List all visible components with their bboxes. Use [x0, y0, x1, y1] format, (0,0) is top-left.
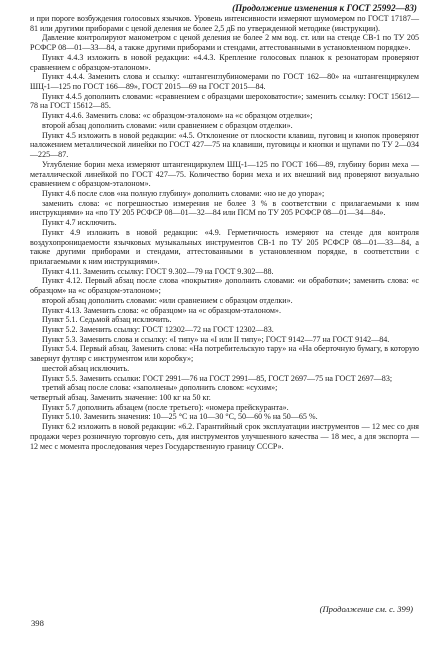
paragraph: второй абзац дополнить словами: «или сравнением с образцом отделки». — [42, 120, 293, 130]
paragraph: Пункт 5.4. Первый абзац. Заменить слова: «На потребительскую тару» на «На оберточную бумагу, в которую завернут футляр с инструментом или коробку»; — [30, 344, 419, 364]
paragraph: Пункт 4.7 исключить. — [42, 218, 117, 228]
paragraph: Пункт 4.4.5 дополнить словами: «сравнением с образцами шероховатости»; заменить ссылку: ГОСТ 15612—78 на ГОСТ 15612—85. — [30, 91, 419, 111]
running-header: (Продолжение изменения к ГОСТ 25992—83) — [232, 3, 417, 13]
paragraph: Пункт 5.7 дополнить абзацем (после третьего): «номера прейскуранта». — [42, 402, 289, 412]
paragraph: третий абзац после слова: «заполнены» дополнить словом: «сухим»; — [42, 383, 278, 393]
paragraph: Пункт 4.6 после слов «на полную глубину» дополнить словами: «но не до упора»; — [42, 188, 325, 198]
paragraph: шестой абзац исключить. — [42, 363, 130, 373]
paragraph: второй абзац дополнить словами: «или сравнением с образцом отделки». — [42, 295, 293, 305]
paragraph: Пункт 4.5 изложить в новой редакции: «4.5. Отклонение от плоскости клавиш, пуговиц и кнопок проверяют наложением металлической линейки по ГОСТ 427—75 на клавиши, пуговицы и кнопки и щупами по ТУ 2—034—225—87. — [30, 130, 419, 160]
paragraph: Пункт 5.5. Заменить ссылки: ГОСТ 2991—76 на ГОСТ 2991—85, ГОСТ 2697—75 на ГОСТ 2697—83; — [42, 373, 393, 383]
paragraph: Пункт 5.3. Заменить слова и ссылку: «I типу» на «I или II типу»; ГОСТ 9142—77 на ГОСТ 9142—84. — [42, 334, 390, 344]
paragraph: четвертый абзац. Заменить значение: 100 кг на 50 кг. — [30, 393, 211, 403]
paragraph: Давление контролируют манометром с ценой деления не более 2 мм вод. ст. или на стенде СВ-1 по ТУ 205 РСФСР 08—01—33—84, а также другими приборами и стендами, аттестованными в установленном порядке». — [30, 33, 419, 53]
paragraph: Пункт 5.1. Седьмой абзац исключить. — [42, 315, 172, 325]
paragraph: Пункт 4.4.6. Заменить слова: «с образцом-эталоном» на «с образцом отделки»; — [42, 111, 313, 121]
paragraph: Пункт 4.13. Заменить слова: «с образцом» на «с образцом-эталоном». — [42, 305, 281, 315]
paragraph: Пункт 4.4.4. Заменить слова и ссылку: «штангенглубиномерами по ГОСТ 162—80» на «штангенциркулем ШЦ-1—125 по ГОСТ 166—89», ГОСТ 2015—69 на ГОСТ 2015—84. — [30, 72, 419, 92]
paragraph: Пункт 4.4.3 изложить в новой редакции: «4.4.3. Крепление голосовых планок к резонаторам проверяют сравнением с образцом-эталоном». — [30, 52, 419, 72]
paragraph: Пункт 6.2 изложить в новой редакции: «6.2. Гарантийный срок эксплуатации инструментов — 12 мес со дня продажи через розничную торговую сеть, для инструментов улучшенного качества — 18 мес, а для экспорта — 12 мес с момента проследования через Государственную границу СССР». — [30, 422, 419, 451]
paragraph: и при пороге возбуждения голосовых язычков. Уровень интенсивности измеряют шумомером по ГОСТ 17187—81 или другими приборами с ценой деления не более 2,5 дБ по утвержденной методике (инструкции). — [30, 14, 419, 33]
paragraph: Пункт 5.10. Заменить значения: 10—25 °С на 10—30 °С, 50—60 % на 50—65 %. — [42, 412, 318, 422]
paragraph: заменить слова: «с погрешностью измерения не более 3 % в соответствии с прилагаемыми к ним инструкциями» на «по ТУ 205 РСФСР 08—01—32—84 или ПСМ по ТУ 205 РСФСР 08—01—34—84». — [30, 198, 419, 218]
paragraph: Углубление борин меха измеряют штангенциркулем ШЦ-1—125 по ГОСТ 166—89, глубину борин меха — металлической линейкой по ГОСТ 427—75. Количество борин меха и их внешний вид проверяют визуально сравнением с образцом-эталоном». — [30, 159, 419, 189]
paragraph: Пункт 4.12. Первый абзац после слова «покрытия» дополнить словами: «и обработки»; заменить слова: «с образцом» на «с образцом-эталоном»; — [30, 276, 419, 296]
page-number: 398 — [31, 618, 44, 628]
body-text — [30, 14, 419, 451]
paragraph: Пункт 4.9 изложить в новой редакции: «4.9. Герметичность измеряют на стенде для контроля воздухопроницаемости язычковых музыкальных инструментов СВ-1 по ТУ 205 РСФСР 08—01—33—84, а также другими приборами и стендами, аттестованными в установленном порядке, в соответствии с прилагаемыми к ним инструкциями». — [30, 227, 419, 266]
continuation-note: (Продолжение см. с. 399) — [319, 604, 413, 614]
paragraph: Пункт 5.2. Заменить ссылку: ГОСТ 12302—72 на ГОСТ 12302—83. — [42, 325, 274, 334]
paragraph: Пункт 4.11. Заменить ссылку: ГОСТ 9.302—79 на ГОСТ 9.302—88. — [42, 266, 274, 276]
